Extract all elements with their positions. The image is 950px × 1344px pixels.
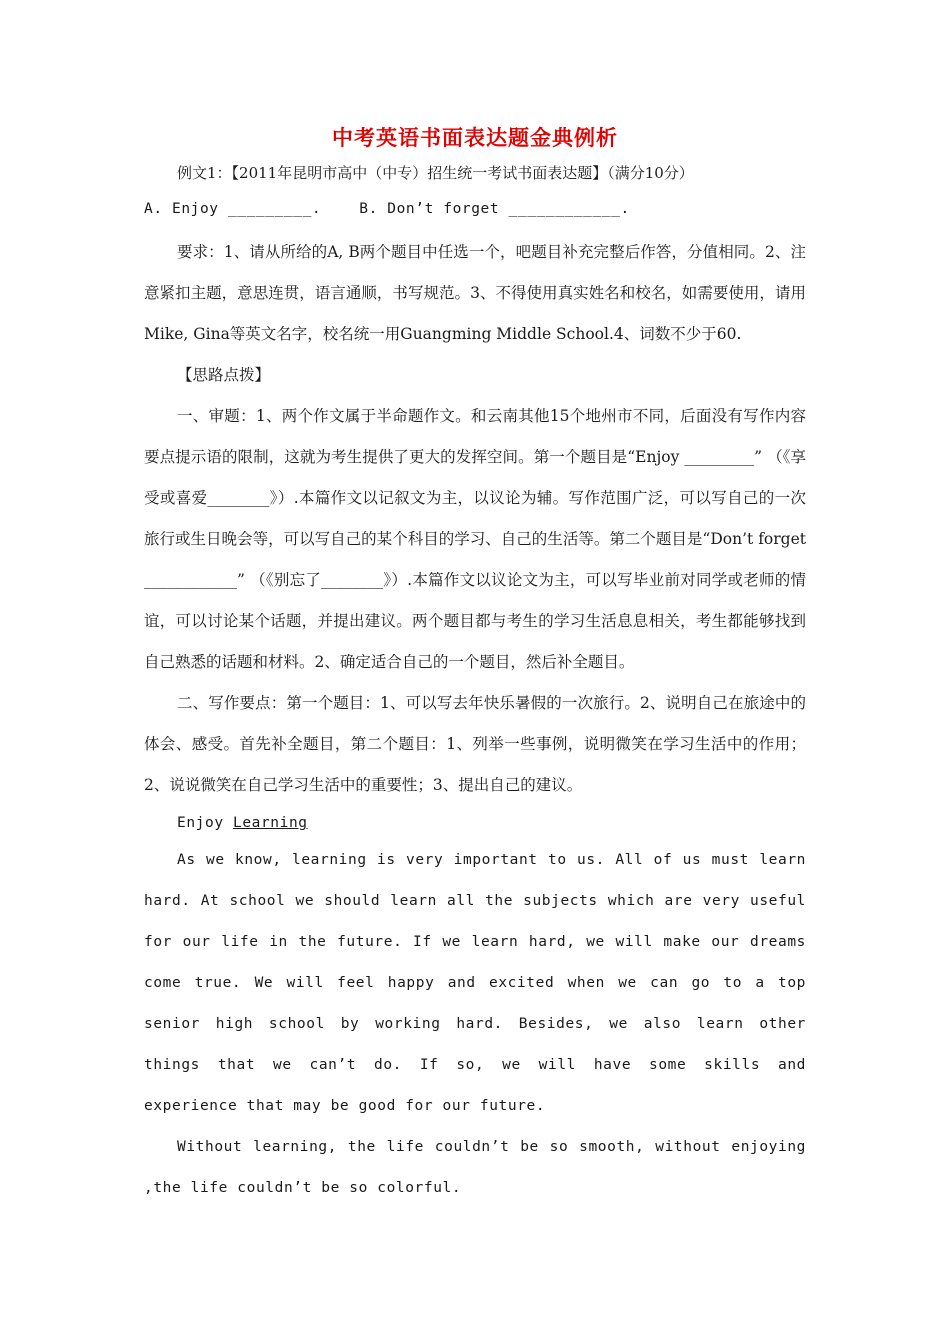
document-body (144, 160, 806, 1209)
analysis-paragraph-2: 二、写作要点：第一个题目：1、可以写去年快乐暑假的一次旅行。2、说明自己在旅途中的体会、感受。首先补全题目，第二个题目：1、列举一些事例，说明微笑在学习生活中的作用；2、说说微笑在自己学习生活中的重要性；3、提出自己的建议。 (144, 694, 806, 794)
hint-heading: 【思路点拨】 (177, 366, 271, 384)
essay-title (144, 806, 806, 840)
topic-options (144, 186, 806, 232)
topic-b: B. Don’t forget ____________. (359, 201, 630, 217)
requirements-paragraph: 要求：1、请从所给的A, B两个题目中任选一个，吧题目补充完整后作答，分值相同。2、注意紧扣主题，意思连贯，语言通顺，书写规范。3、不得使用真实姓名和校名，如需要使用，请用Mike, Gina等英文名字，校名统一用Guangming Middle School.4、词数不少于60. (144, 243, 806, 343)
example-header: 例文1：【2011年昆明市高中（中专）招生统一考试书面表达题】（满分10分） (177, 164, 694, 182)
analysis-paragraph-1: 一、审题：1、两个作文属于半命题作文。和云南其他15个地州市不同，后面没有写作内容要点提示语的限制，这就为考生提供了更大的发挥空间。第一个题目是“Enjoy _________” （《享受或喜爱________》）.本篇作文以记叙文为主，以议论为辅。写作范围广泛，可以写自己的一次旅行或生日晚会等，可以写自己的某个科目的学习、自己的生活等。第二个题目是“Don’t forget ____________” （《别忘了________》）.本篇作文以议论文为主，可以写毕业前对同学或老师的情谊，可以讨论某个话题，并提出建议。两个题目都与考生的学习生活息息相关，考生都能够找到自己熟悉的话题和材料。2、确定适合自己的一个题目，然后补全题目。 (144, 407, 806, 671)
essay-paragraph-1: As we know, learning is very important to us. All of us must learn hard. At school we should learn all the subjects which are very useful for our life in the future. If we learn hard, we will make our dreams come true. We will feel happy and excited when we can go to a top senior high school by working hard. Besides, we also learn other things that we can’t do. If so, we will have some skills and experience that may be good for our future. (144, 852, 806, 1114)
document-title: 中考英语书面表达题金典例析 (332, 125, 618, 150)
essay-title-word: Learning (232, 815, 308, 831)
essay-title-prefix: Enjoy (177, 815, 233, 831)
essay-paragraph-2: Without learning, the life couldn’t be so smooth, without enjoying ,the life couldn’t be so colorful. (144, 1139, 806, 1196)
topic-a: A. Enjoy _________. (144, 201, 322, 217)
